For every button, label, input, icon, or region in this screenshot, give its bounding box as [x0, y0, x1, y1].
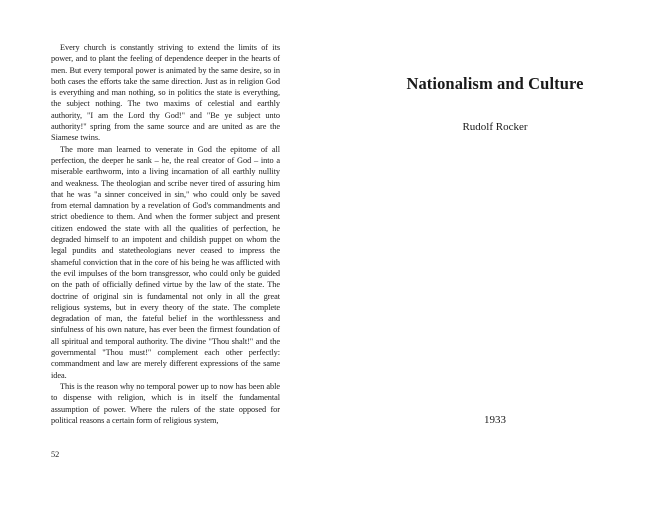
publication-year: 1933: [484, 414, 506, 426]
body-text: [51, 42, 280, 426]
paragraph-1: Every church is constantly striving to extend the limits of its power, and to plant the feeling of dependence deeper in the hearts of men. But every temporal power is animated by the same desire, so in both cases the efforts take the same direction. Just as in religion God is everything and man nothing, so in politics the state is everything, the subject nothing. The two maxims of celestial and earthly authority, "I am the Lord thy God!" and "Be ye subject unto authority!" spring from the same source and are united as are the Siamese twins.: [51, 43, 280, 143]
title-page: [330, 0, 660, 510]
paragraph-2: The more man learned to venerate in God the epitome of all perfection, the deeper he sank – he, the real creator of God – into a miserable earthworm, into a living incarnation of all earthly nullity and weakness. The theologian and scribe never tired of assuring him that he was "a sinner conceived in sin," who could only be saved from eternal damnation by a revelation of God's commandments and strict obedience to them. And when the former subject and present citizen endowed the state with all the qualities of perfection, he degraded himself to an impotent and childish puppet on whom the legal pundits and statetheologians never ceased to impress the shameful conviction that in the core of his being he was afflicted with the evil impulses of the born transgressor, who could only be guided on the path of officially defined virtue by the law of the state. The doctrine of original sin is fundamental not only in all the great religious systems, but in every theory of the state. The complete degradation of man, the fateful belief in the worthlessness and sinfulness of his own nature, has ever been the firmest foundation of all spiritual and temporal authority. The divine "Thou shalt!" and the governmental "Thou must!" complement each other perfectly: commandment and law are merely different expressions of the same idea.: [51, 144, 280, 380]
book-title: Nationalism and Culture: [406, 74, 584, 93]
page-number: 52: [51, 450, 60, 459]
paragraph-3: This is the reason why no temporal power up to now has been able to dispense with religion, which is in itself the fundamental assumption of power. Where the rulers of the state opposed for political reasons a certain form of religious system,: [51, 381, 280, 425]
book-author: Rudolf Rocker: [462, 121, 528, 133]
